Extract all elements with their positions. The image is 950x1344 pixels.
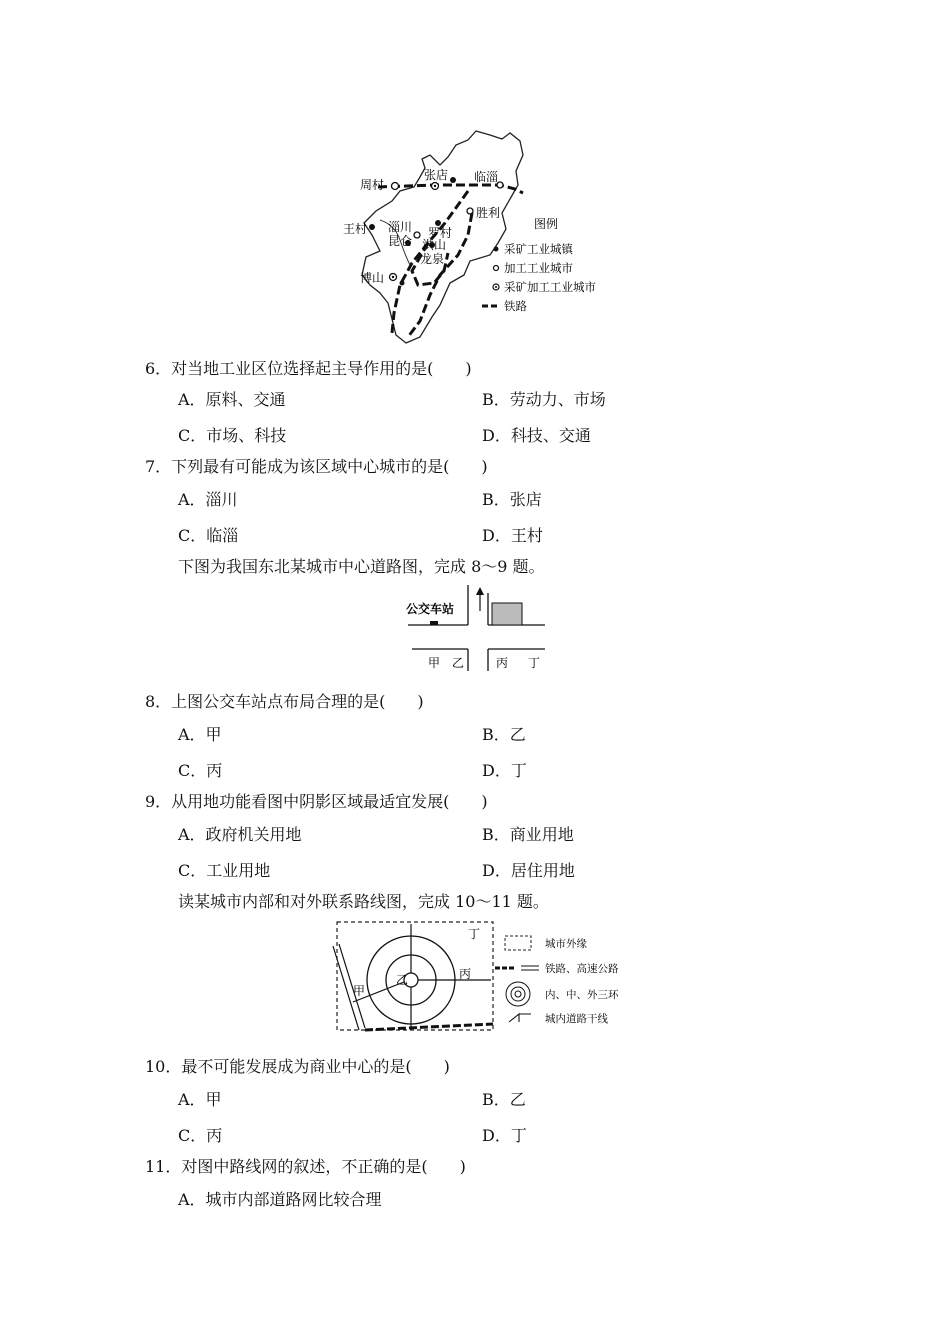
city-label-hongshan: 洪山 [422,238,447,252]
zibo-industry-map [340,125,620,347]
city-label-wangcun: 王村 [343,222,368,236]
question-8-stem: 8．上图公交车站点布局合理的是( ) [145,692,424,711]
q8-option-a: A．甲 [178,725,222,744]
q6-option-a: A．原料、交通 [178,390,286,409]
q6-option-d: D．科技、交通 [482,426,591,445]
city-zichuan-marker [414,232,420,238]
railway-south [365,1024,493,1030]
city-label-longquan: 龙泉 [420,252,445,266]
q10-option-b: B．乙 [482,1090,526,1109]
q7-option-c: C．临淄 [178,526,239,545]
intro-10-11: 读某城市内部和对外联系路线图，完成 10～11 题。 [178,892,549,911]
legend-processing-icon [494,266,499,271]
legend-boundary-label: 城市外缘 [545,938,587,950]
city-boshan-inner [392,276,394,278]
legend-railway-label: 铁路 [504,299,527,313]
city-label-luocun: 罗村 [428,226,453,240]
city-zhangdian-dot [450,177,456,183]
label-yi: 乙 [452,656,465,670]
city-label-linzi: 临淄 [474,170,499,184]
shaded-block [492,603,522,625]
question-11-stem: 11．对图中路线网的叙述，不正确的是( ) [145,1157,466,1176]
intersection-road-map [400,585,560,675]
q11-option-a: A．城市内部道路网比较合理 [178,1190,382,1209]
bus-station-marker [430,621,438,625]
city-label-shengli: 胜利 [476,206,501,220]
north-arrow-icon [476,587,484,595]
city-zhangdian-inner [434,185,436,187]
legend-mining-label: 采矿工业城镇 [504,242,573,256]
city-shengli-marker [467,208,473,214]
legend-ring-icon-outer [506,982,530,1006]
legend-road-label: 城内道路干线 [545,1013,608,1025]
label-bing: 丙 [496,656,509,670]
q9-option-a: A．政府机关用地 [178,825,302,844]
q7-option-d: D．王村 [482,526,543,545]
label-yi-map3: 乙 [396,973,409,987]
q10-option-a: A．甲 [178,1090,222,1109]
q9-option-d: D．居住用地 [482,861,575,880]
city-wangcun-marker [369,224,375,230]
q9-option-c: C．工业用地 [178,861,271,880]
legend-railway-label: 铁路、高速公路 [545,963,619,975]
city-zhoucun-marker [392,183,399,190]
q6-option-b: B．劳动力、市场 [482,390,606,409]
q6-option-c: C．市场、科技 [178,426,287,445]
legend-mixed-icon-dot [495,286,497,288]
question-10-stem: 10．最不可能发展成为商业中心的是( ) [145,1057,450,1076]
legend-title: 图例 [534,217,559,231]
legend-boundary-icon [505,936,531,950]
question-9-stem: 9．从用地功能看图中阴影区域最适宜发展( ) [145,792,488,811]
city-label-zichuan: 淄川 [388,220,413,234]
question-7-stem: 7．下列最有可能成为该区域中心城市的是( ) [145,457,488,476]
label-jia: 甲 [428,656,441,670]
city-label-zhangdian: 张店 [424,168,449,182]
q7-option-b: B．张店 [482,490,542,509]
label-jia-map3: 甲 [353,984,366,998]
q7-option-a: A．淄川 [178,490,238,509]
city-label-zhoucun: 周村 [360,178,385,192]
city-label-boshan: 博山 [360,271,385,285]
q8-option-b: B．乙 [482,725,526,744]
city-longquan-dot [400,281,405,286]
city-label-kunlun: 昆仑 [388,234,413,248]
legend-ring-label: 内、中、外三环 [545,989,619,1001]
legend-ring-icon-inner [515,991,521,997]
label-bing-map3: 丙 [459,967,472,981]
q8-option-d: D．丁 [482,761,527,780]
legend-ring-icon-middle [511,987,525,1001]
city-ring-road-map [325,918,635,1036]
legend-road-icon [509,1014,531,1022]
intro-8-9: 下图为我国东北某城市中心道路图，完成 8～9 题。 [178,557,545,576]
q10-option-c: C．丙 [178,1126,223,1145]
label-ding-map3: 丁 [468,927,481,941]
bus-station-label: 公交车站 [406,602,455,616]
q9-option-b: B．商业用地 [482,825,574,844]
label-ding: 丁 [528,656,541,670]
legend-processing-label: 加工工业城市 [504,261,573,275]
legend-mixed-label: 采矿加工工业城市 [504,280,596,294]
q10-option-d: D．丁 [482,1126,527,1145]
q8-option-c: C．丙 [178,761,223,780]
question-6-stem: 6．对当地工业区位选择起主导作用的是( ) [145,359,472,378]
legend-mining-icon [494,247,499,252]
